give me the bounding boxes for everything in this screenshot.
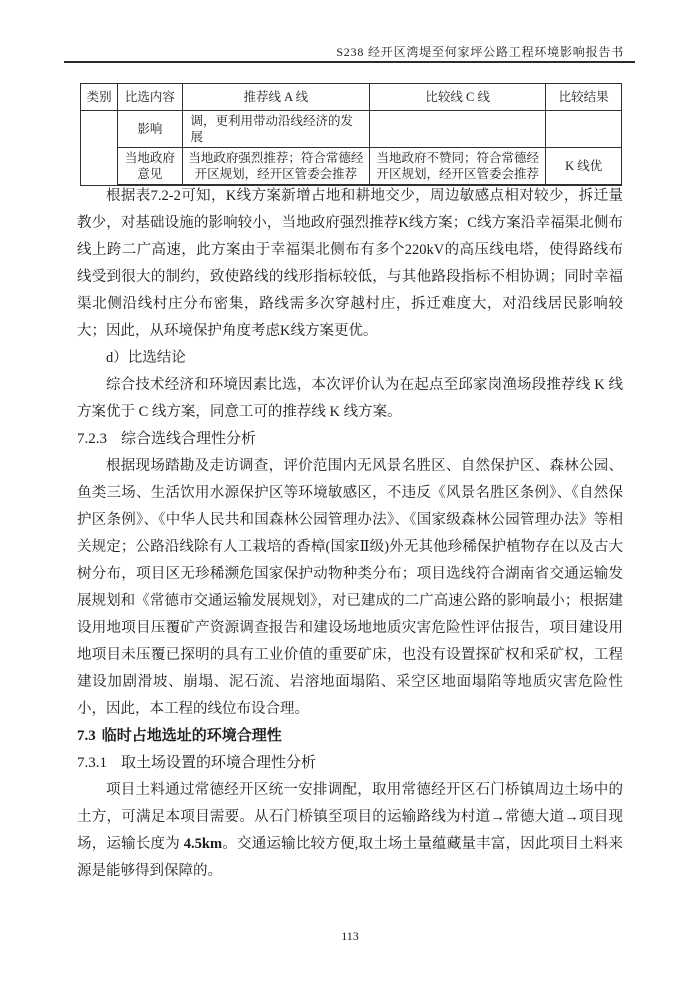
- table-cell-item: 当地政府意见: [118, 148, 182, 186]
- section-title: 综合选线合理性分析: [121, 431, 257, 447]
- heading-7-3: [77, 723, 623, 750]
- table-header-category: 类别: [81, 84, 118, 111]
- paragraph-comparison-analysis: 根据表7.2-2可知，K线方案新增占地和耕地交少，周边敏感点相对较少，拆迁量教少，对基础设施的影响较小，当地政府强烈推荐K线方案；C线方案沿幸福渠北侧布线上跨二广高速，此方案由于幸福渠北侧布有多个220kV的高压线电塔，使得路线布线受到很大的制约，致使路线的线形指标较低，与其他路段指标不相协调；同时幸福渠北侧沿线村庄分布密集，路线需多次穿越村庄，拆迁难度大，对沿线居民影响较大；因此，从环境保护角度考虑K线方案更优。: [77, 188, 623, 339]
- table-header-line-a: 推荐线 A 线: [182, 84, 370, 111]
- table-header-line-c: 比较线 C 线: [370, 84, 546, 111]
- page-number: 113: [341, 929, 359, 943]
- section-number: 7.3.1: [77, 755, 107, 771]
- paragraph-conclusion: 综合技术经济和环境因素比选，本次评价认为在起点至邱家岗渔场段推荐线 K 线方案优于 C 线方案，同意工可的推荐线 K 线方案。: [77, 377, 623, 420]
- table-cell-line-a: 调，更利用带动沿线经济的发展: [182, 111, 370, 148]
- table-cell-item: 影响: [118, 111, 182, 148]
- comparison-table: [80, 83, 622, 186]
- heading-7-3-1: [77, 750, 623, 777]
- table-cell-line-c: [370, 111, 546, 148]
- table-header-row: [81, 84, 622, 111]
- distance-value: 4.5km: [183, 836, 223, 852]
- table-cell-result: K 线优: [546, 148, 622, 186]
- table-row: [81, 111, 622, 148]
- section-number: 7.2.3: [77, 431, 107, 447]
- paragraph-route-rationality: 根据现场踏勘及走访调查，评价范围内无风景名胜区、自然保护区、森林公园、鱼类三场、生活饮用水源保护区等环境敏感区，不违反《风景名胜区条例》、《自然保护区条例》、《中华人民共和国森林公园管理办法》、《国家级森林公园管理办法》等相关规定；公路沿线除有人工栽培的香樟(国家Ⅱ级)外无其他珍稀保护植物存在以及古大树分布，项目区无珍稀濒危国家保护动物种类分布；项目选线符合湖南省交通运输发展规划和《常德市交通运输发展规划》，对已建成的二广高速公路的影响最小；根据建设用地项目压覆矿产资源调查报告和建设场地地质灾害危险性评估报告，项目建设用地项目未压覆已探明的具有工业价值的重要矿床，也没有设置探矿权和采矿权，工程建设加剧滑坡、崩塌、泥石流、岩溶地面塌陷、采空区地面塌陷等地质灾害危险性小，因此，本工程的线位布设合理。: [77, 458, 623, 717]
- table-cell-line-a: 当地政府强烈推荐；符合常德经开区规划，经开区管委会推荐: [182, 148, 370, 186]
- header-rule: [64, 61, 635, 63]
- table-row: [81, 148, 622, 186]
- table-header-result: 比较结果: [546, 84, 622, 111]
- paragraph-borrow-pit-text: 。交通运输比较方便,取土场土量蕴藏量丰富，因此项目土料来源是能够得到保障的。: [77, 836, 624, 879]
- body-content: [77, 183, 623, 885]
- section-title: 取土场设置的环境合理性分析: [121, 755, 317, 771]
- table-cell-category-merged: [81, 111, 118, 186]
- section-number: 7.3: [77, 728, 96, 744]
- table-header-item: 比选内容: [118, 84, 182, 111]
- paragraph-borrow-pit: [77, 777, 623, 885]
- heading-7-2-3: [77, 426, 623, 453]
- table-cell-result: [546, 111, 622, 148]
- heading-comparison-conclusion: d）比选结论: [106, 350, 186, 366]
- running-header: S238 经开区湾堤至何家坪公路工程环境影响报告书: [336, 45, 624, 59]
- section-title: 临时占地选址的环境合理性: [101, 728, 282, 744]
- paragraph-borrow-pit-text: 项目土料通过常德经开区统一安排调配，取用常德经开区石门桥镇周边土场中的土方，可满足本项目需要。从石门桥镇至项目的运输路线为村道→常德大道→项目现场，运输长度为: [77, 782, 623, 852]
- table-cell-line-c: 当地政府不赞同；符合常德经开区规划，经开区管委会推荐: [370, 148, 546, 186]
